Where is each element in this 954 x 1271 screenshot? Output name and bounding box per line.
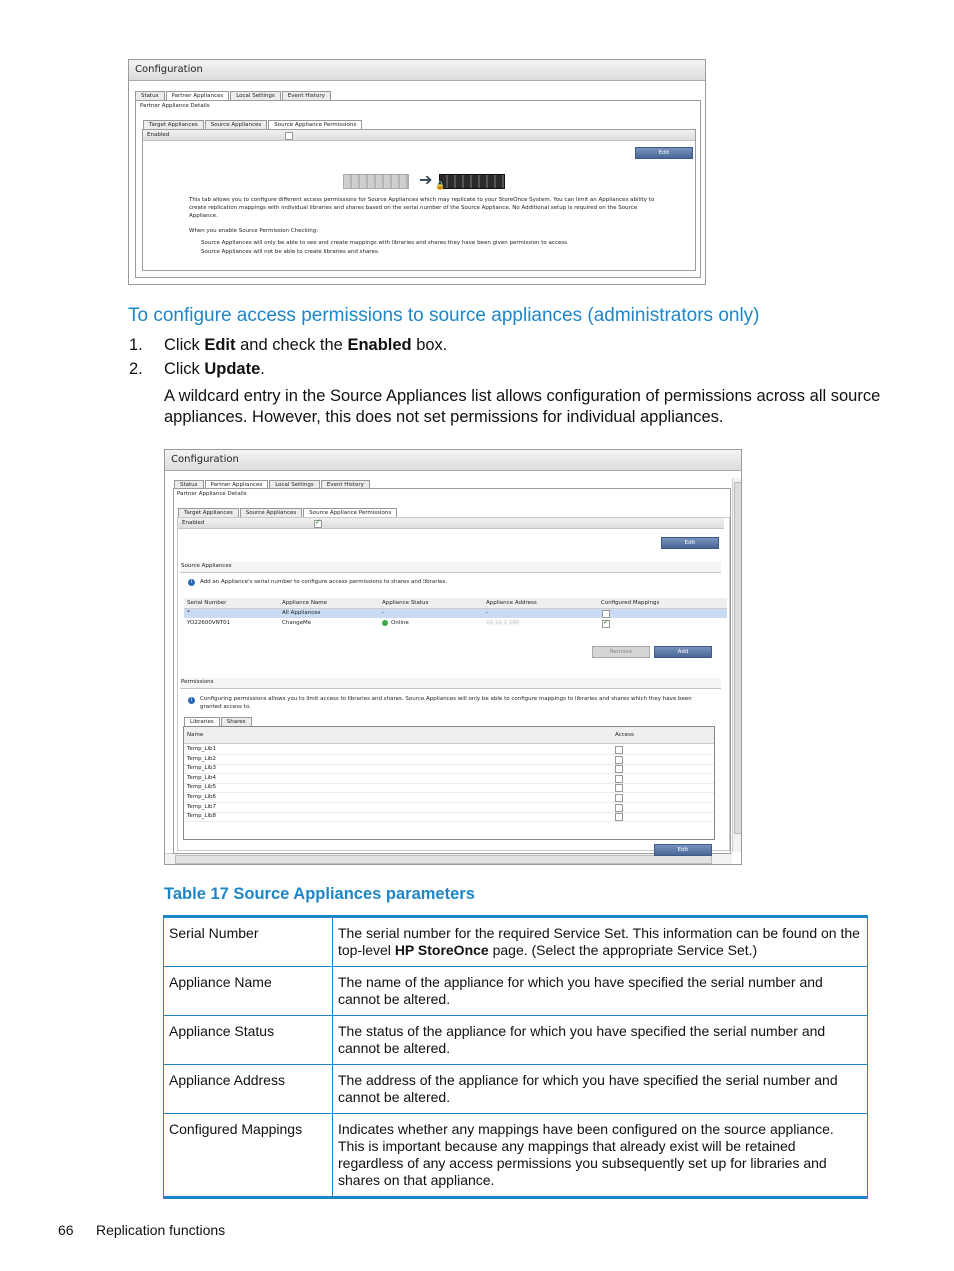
- permission-tabs: [184, 717, 253, 726]
- info-icon: i: [188, 579, 195, 586]
- list-item[interactable]: [184, 783, 714, 793]
- param-name: Serial Number: [164, 917, 333, 967]
- row-name: All Appliances: [282, 610, 321, 616]
- list-item[interactable]: [184, 755, 714, 765]
- row-serial: YO22600VNT01: [187, 620, 231, 626]
- partner-panel: [173, 488, 731, 854]
- table-row: [164, 1016, 868, 1065]
- tab-libraries[interactable]: Libraries: [184, 717, 220, 726]
- row-status: -: [382, 610, 384, 616]
- param-description: The address of the appliance for which you have specified the serial number and cannot be altered.: [333, 1065, 868, 1114]
- table-row: [164, 1065, 868, 1114]
- tab-target-appliances[interactable]: Target Appliances: [178, 508, 239, 517]
- tab-status[interactable]: Status: [174, 480, 204, 489]
- libraries-header: [184, 727, 714, 744]
- access-checkbox[interactable]: [615, 813, 623, 821]
- access-checkbox[interactable]: [615, 794, 623, 802]
- access-checkbox[interactable]: [615, 756, 623, 764]
- bullet-no-create: Source Appliances will not be able to create libraries and shares.: [201, 249, 380, 255]
- edit-button[interactable]: Edit: [661, 537, 719, 549]
- access-checkbox[interactable]: [615, 765, 623, 773]
- param-description: The status of the appliance for which you have specified the serial number and cannot be altered.: [333, 1016, 868, 1065]
- table-row: [164, 1114, 868, 1198]
- step-2: 2.: [129, 360, 143, 378]
- col-configured-mappings[interactable]: Configured Mappings: [601, 600, 660, 606]
- step-1: 1.: [129, 336, 143, 354]
- col-appliance-address[interactable]: Appliance Address: [486, 600, 537, 606]
- footer-section: Replication functions: [96, 1222, 226, 1238]
- library-name: Temp_Lib5: [187, 784, 216, 791]
- bullet-see-mappings: Source Appliances will only be able to see and create mappings with libraries and shares they have been given permission to access.: [201, 240, 569, 246]
- row-name: ChangeMe: [282, 620, 312, 626]
- row-address: 10.10.1.100: [486, 620, 520, 626]
- access-checkbox[interactable]: [615, 784, 623, 792]
- list-item[interactable]: [184, 745, 714, 755]
- row-status: Online: [391, 620, 409, 626]
- mapping-checkbox[interactable]: [602, 620, 610, 628]
- sub-tabs: [143, 120, 363, 129]
- permissions-panel: [142, 129, 696, 271]
- list-item[interactable]: [184, 812, 714, 822]
- source-info-text: Add an Appliance's serial number to configure access permissions to shares and libraries.: [200, 579, 448, 585]
- library-name: Temp_Lib4: [187, 774, 216, 781]
- row-serial: *: [187, 610, 190, 616]
- access-checkbox[interactable]: [615, 746, 623, 754]
- screenshot-config-permissions: [128, 59, 706, 285]
- horizontal-scrollbar[interactable]: [165, 853, 732, 864]
- screenshot-source-appliances: [164, 449, 742, 865]
- library-name: Temp_Lib2: [187, 755, 216, 762]
- online-icon: [382, 620, 388, 626]
- param-name: Appliance Status: [164, 1016, 333, 1065]
- param-name: Appliance Address: [164, 1065, 333, 1114]
- info-icon: i: [188, 697, 195, 704]
- enabled-label: Enabled: [147, 132, 170, 138]
- param-description: The name of the appliance for which you have specified the serial number and cannot be altered.: [333, 967, 868, 1016]
- add-button[interactable]: Add: [654, 646, 712, 658]
- list-item[interactable]: [184, 793, 714, 803]
- table-row[interactable]: [184, 609, 727, 618]
- parameters-table: [163, 915, 868, 1199]
- col-appliance-status[interactable]: Appliance Status: [382, 600, 429, 606]
- tab-source-appliances[interactable]: Source Appliances: [240, 508, 303, 517]
- sub-tabs: [178, 508, 398, 517]
- library-name: Temp_Lib6: [187, 794, 216, 800]
- permissions-panel: [177, 517, 730, 851]
- param-description: Indicates whether any mappings have been configured on the source appliance. This is important because any mappings that already exist will be retained regardless of any access permissions you subsequently set up for libraries and shares on that appliance.: [333, 1114, 868, 1198]
- tab-partner-appliances[interactable]: Partner Appliances: [205, 480, 269, 489]
- source-appliance-image: [343, 174, 409, 189]
- lock-icon: 🔒: [435, 181, 445, 190]
- col-appliance-name[interactable]: Appliance Name: [282, 600, 328, 606]
- tab-target-appliances[interactable]: Target Appliances: [143, 120, 204, 129]
- table-caption: Table 17 Source Appliances parameters: [164, 885, 475, 903]
- table-row: [164, 967, 868, 1016]
- enable-note: When you enable Source Permission Checking:: [189, 228, 319, 234]
- vertical-scrollbar[interactable]: [732, 478, 741, 852]
- target-appliance-image: [439, 174, 505, 189]
- wildcard-paragraph: A wildcard entry in the Source Appliances list allows configuration of permissions across all source appliances. However, this does not set permissions for individual appliances.: [164, 387, 881, 426]
- tab-partner-appliances[interactable]: Partner Appliances: [166, 91, 230, 100]
- col-access[interactable]: Access: [615, 732, 634, 738]
- table-row: [164, 917, 868, 967]
- scroll-thumb[interactable]: [734, 482, 742, 834]
- param-name: Configured Mappings: [164, 1114, 333, 1198]
- section-heading: To configure access permissions to source appliances (administrators only): [128, 305, 760, 326]
- step-1-text: Click Edit and check the Enabled box.: [164, 336, 448, 354]
- source-appliances-title: Source Appliances: [181, 563, 232, 569]
- param-name: Appliance Name: [164, 967, 333, 1016]
- tab-event-history[interactable]: Event History: [321, 480, 370, 489]
- tab-source-appliances[interactable]: Source Appliances: [205, 120, 268, 129]
- remove-button[interactable]: Remove: [592, 646, 650, 658]
- list-item[interactable]: [184, 774, 714, 784]
- tab-shares[interactable]: Shares: [221, 717, 252, 726]
- library-name: Temp_Lib7: [187, 803, 216, 810]
- window-title: Configuration: [165, 450, 741, 471]
- param-description: The serial number for the required Service Set. This information can be found on the top-level HP StoreOnce page. (Select the appropriate Service Set.): [333, 917, 868, 967]
- main-tabs: [135, 91, 332, 100]
- permissions-title: Permissions: [181, 679, 214, 685]
- edit-permissions-button[interactable]: Edit: [654, 844, 712, 856]
- mapping-checkbox[interactable]: [602, 610, 610, 618]
- access-checkbox[interactable]: [615, 775, 623, 783]
- step-2-text: Click Update.: [164, 360, 265, 378]
- tab-source-permissions[interactable]: Source Appliance Permissions: [268, 120, 362, 129]
- row-address: -: [486, 610, 488, 616]
- library-name: Temp_Lib3: [187, 765, 216, 772]
- tab-event-history[interactable]: Event History: [282, 91, 331, 100]
- col-name[interactable]: Name: [187, 732, 204, 738]
- tab-local-settings[interactable]: Local Settings: [269, 480, 320, 489]
- tab-local-settings[interactable]: Local Settings: [230, 91, 281, 100]
- enabled-label: Enabled: [182, 520, 205, 526]
- tab-status[interactable]: Status: [135, 91, 165, 100]
- window-title: Configuration: [129, 60, 705, 81]
- intro-text: This tab allows you to configure different access permissions for Source Appliances which may replicate to your StoreOnce System. You can limit an Appliances ability to create replication mappings with individual libraries and shares based on the serial number of the Source Appliance. No Additional setup is required on the Source Appliance.: [189, 197, 655, 219]
- access-checkbox[interactable]: [615, 804, 623, 812]
- appliance-table-header: [184, 598, 727, 609]
- partner-panel: [135, 100, 701, 278]
- tab-source-permissions[interactable]: Source Appliance Permissions: [303, 508, 397, 517]
- enabled-checkbox[interactable]: [285, 132, 293, 140]
- enabled-checkbox[interactable]: [314, 520, 322, 528]
- table-row[interactable]: [184, 619, 727, 628]
- arrow-icon: ➔: [419, 170, 433, 189]
- library-name: Temp_Lib8: [187, 813, 216, 820]
- list-item[interactable]: [184, 803, 714, 813]
- library-name: Temp_Lib1: [187, 746, 216, 752]
- col-serial-number[interactable]: Serial Number: [187, 600, 227, 606]
- permissions-info-text: Configuring permissions allows you to limit access to libraries and shares. Source Appliances will only be able to configure mappings to libraries and shares which they have been granted access to.: [200, 696, 692, 710]
- edit-button[interactable]: Edit: [635, 147, 693, 159]
- panel-title: Partner Appliance Details: [177, 491, 247, 497]
- libraries-table: [183, 726, 715, 840]
- panel-title: Partner Appliance Details: [140, 103, 210, 109]
- scroll-thumb[interactable]: [175, 855, 712, 864]
- list-item[interactable]: [184, 764, 714, 774]
- page-number: 66: [58, 1222, 74, 1238]
